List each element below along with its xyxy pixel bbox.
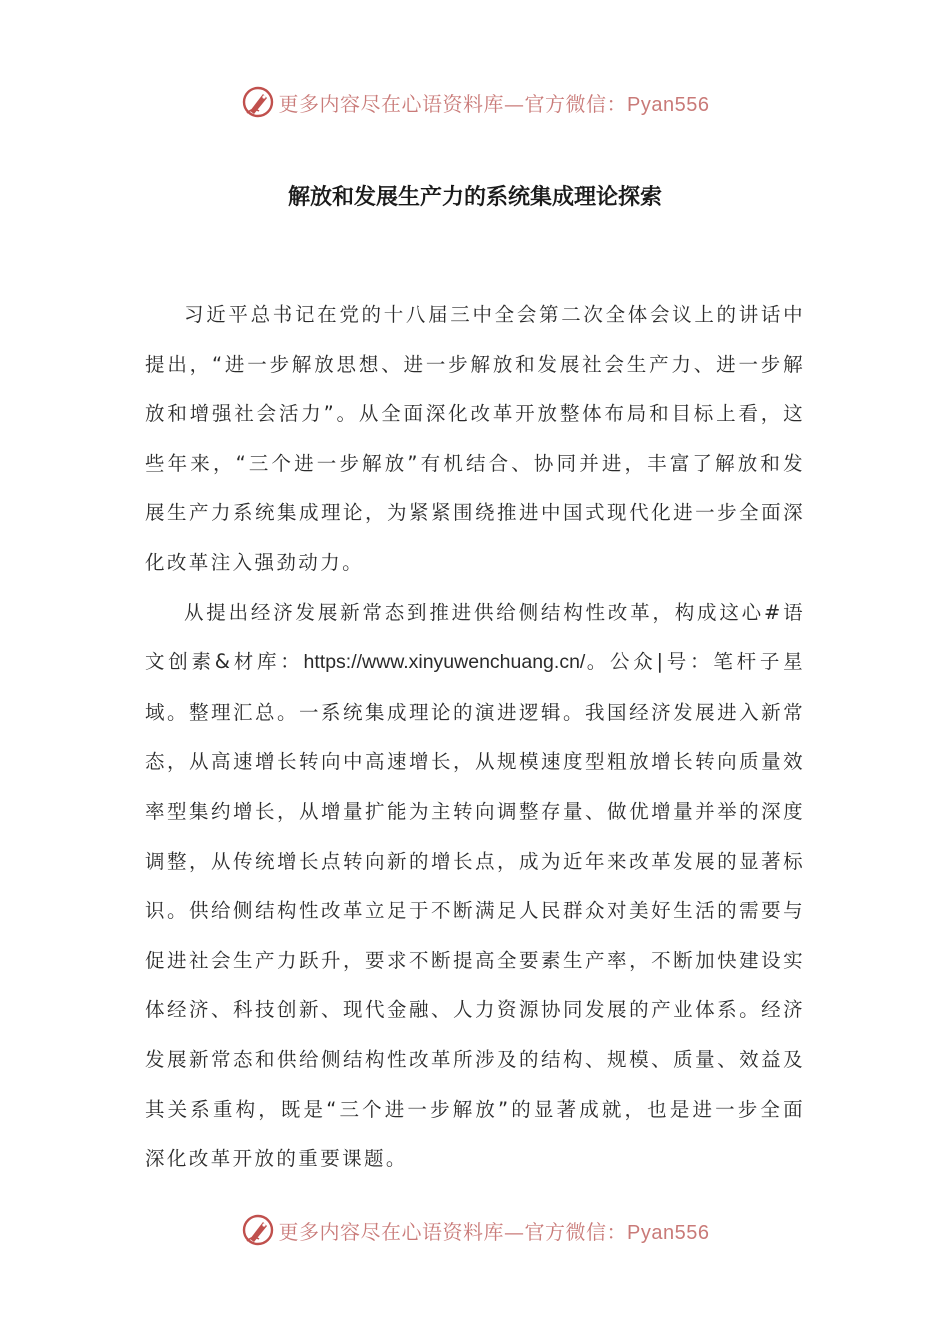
paragraph-1: 习近平总书记在党的十八届三中全会第二次全体会议上的讲话中提出，“进一步解放思想、进一步解放和发展社会生产力、进一步解放和增强社会活力”。从全面深化改革开放整体布局和目标上看，这些年来，“三个进一步解放”有机结合、协同并进，丰富了解放和发展生产力系统集成理论，为紧紧围绕推进中国式现代化进一步全面深化改革注入强劲动力。 [145, 303, 805, 574]
footer-banner [0, 1210, 950, 1250]
document-title: 解放和发展生产力的系统集成理论探索 [287, 185, 662, 210]
footer-banner-text [279, 1216, 710, 1245]
header-wechat-id: Pyan556 [627, 93, 710, 116]
paragraph-2 [145, 588, 805, 1184]
document-body [145, 290, 805, 1184]
header-banner-text [279, 88, 710, 117]
paragraph-2-lead: 从提出经济发展新常态到推进供给侧结构性改革，构成这心#语文创素&材库： [145, 600, 805, 674]
pen-nib-logo-icon [241, 85, 275, 119]
footer-banner-label: 更多内容尽在心语资料库—官方微信： [278, 1219, 628, 1244]
website-url: https://www.xinyuwenchuang.cn/ [303, 651, 586, 674]
header-banner [0, 82, 950, 122]
header-banner-label: 更多内容尽在心语资料库—官方微信： [278, 91, 628, 116]
footer-wechat-id: Pyan556 [627, 1221, 710, 1244]
paragraph-2-rest: 。公众|号：笔杆子星域。整理汇总。一系统集成理论的演进逻辑。我国经济发展进入新常态，从高速增长转向中高速增长，从规模速度型粗放增长转向质量效率型集约增长，从增量扩能为主转向调整存量、做优增量并举的深度调整，从传统增长点转向新的增长点，成为近年来改革发展的显著标识。供给侧结构性改革立足于不断满足人民群众对美好生活的需要与促进社会生产力跃升，要求不断提高全要素生产率，不断加快建设实体经济、科技创新、现代金融、人力资源协同发展的产业体系。经济发展新常态和供给侧结构性改革所涉及的结构、规模、质量、效益及其关系重构，既是“三个进一步解放”的显著成就，也是进一步全面深化改革开放的重要课题。 [145, 650, 805, 1171]
pen-nib-logo-icon [241, 1213, 275, 1247]
